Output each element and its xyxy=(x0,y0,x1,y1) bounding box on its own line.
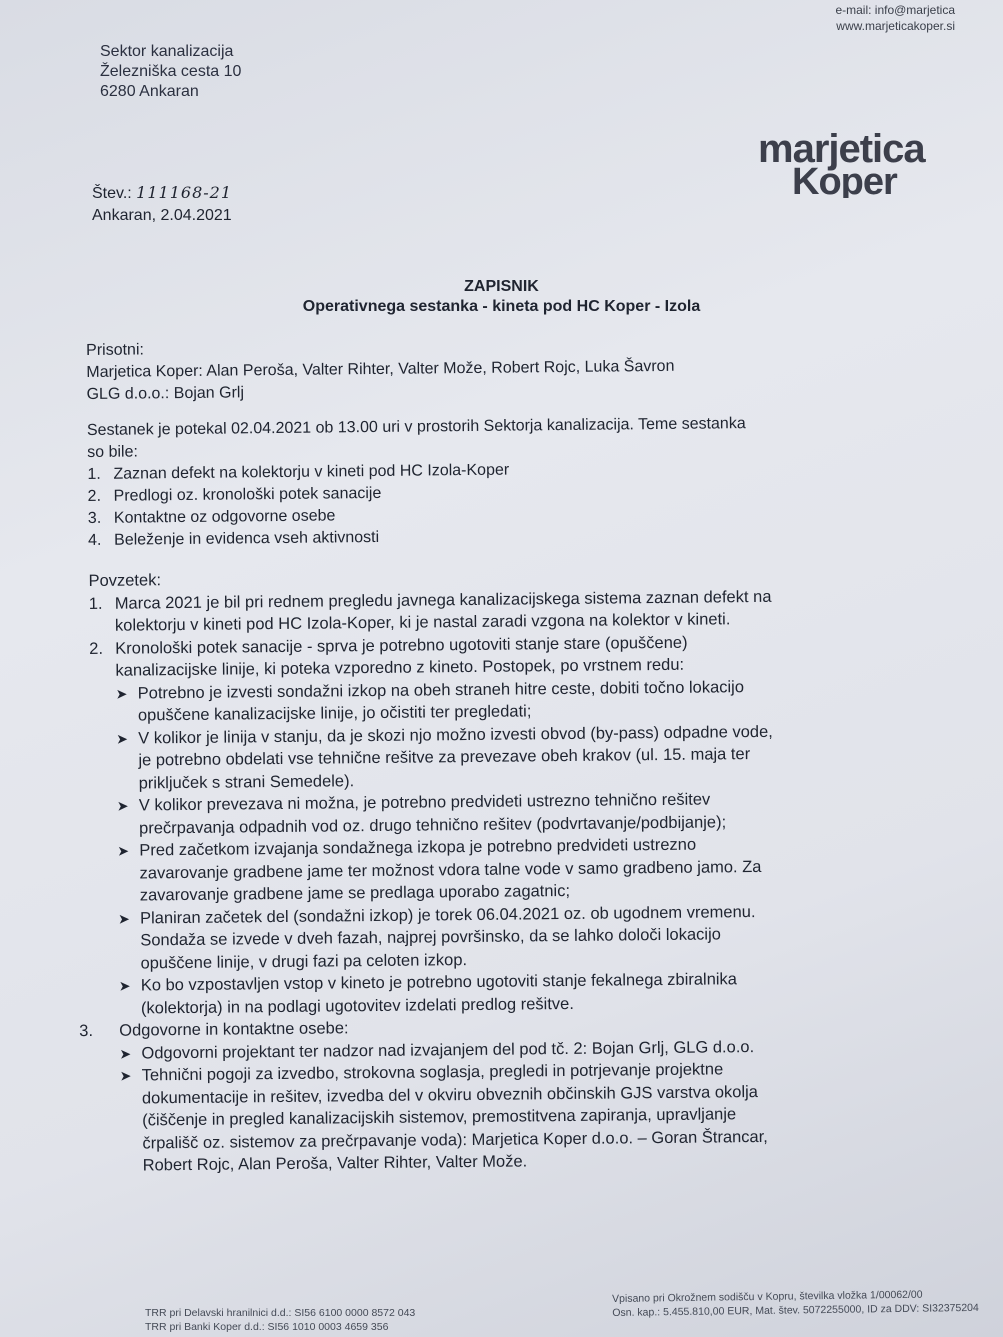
logo-graphic xyxy=(756,124,966,198)
bullet-item: ➤ V kolikor je linija v stanju, da je skozi njo možno izvesti obvod (by-pass) odpadne vode, je potrebno obdelati vse tehnične rešitve za prevezave obeh krakov (ul. 15. maja ter priključek s strani Semedele). xyxy=(116,719,891,795)
topic-item: 3. Kontaktne oz odgovorne osebe xyxy=(87,507,336,527)
bullet-item: ➤ Potrebno je izvesti sondažni izkop na obeh straneh hitre ceste, dobiti točno lokacijo opuščene kanalizacijske linije, jo očistiti ter pregledati; xyxy=(116,674,890,727)
attendees-line: GLG d.o.o.: Bojan Grlj xyxy=(86,384,245,403)
arrow-bullet-icon: ➤ xyxy=(119,1067,132,1084)
summary-item-3: 3. Odgovorne in kontaktne osebe: xyxy=(79,1019,349,1041)
bullet-item: ➤ Pred začetkom izvajanja sondažnega izkopa je potrebno predvideti ustrezno zavarovanje gradbene jame ter možnost vdora talne vode v samo gradbeno jamo. Za zavarovanje gradbene jame se predlaga uporabo zagatnic; xyxy=(117,832,892,908)
place-date: Ankaran, 2.04.2021 xyxy=(92,207,232,224)
arrow-bullet-icon: ➤ xyxy=(117,910,130,927)
contact-info xyxy=(835,2,955,34)
bullet-item: ➤ Ko bo vzpostavljen vstop v kineto je potrebno ugotoviti stanje fekalnega zbiralnika (kolektorja) in na podlagi ugotovitev izdelati predlog rešitve. xyxy=(119,967,893,1020)
attendees-line: Marjetica Koper: Alan Peroša, Valter Rihter, Valter Može, Robert Rojc, Luka Šavron xyxy=(86,357,675,381)
summary-heading: Povzetek: xyxy=(88,571,162,590)
marjetica-koper-logo xyxy=(756,124,966,198)
summary-section xyxy=(79,562,894,1178)
topic-item: 1. Zaznan defekt na kolektorju v kineti pod HC Izola-Koper xyxy=(87,461,510,483)
handwritten-number: 111168-21 xyxy=(136,183,233,202)
footer-bank-info: TRR pri Delavski hranilnici d.d.: SI56 6100 0000 8572 043 TRR pri Banki Koper d.d.: SI56 1010 0003 4659 356 xyxy=(145,1307,416,1333)
arrow-bullet-icon: ➤ xyxy=(118,977,131,994)
document-title: ZAPISNIK xyxy=(464,278,539,295)
attendees-heading: Prisotni: xyxy=(86,341,144,359)
logo-line2: Koper xyxy=(792,161,897,198)
sender-address xyxy=(100,42,241,102)
arrow-bullet-icon: ➤ xyxy=(115,685,128,702)
arrow-bullet-icon: ➤ xyxy=(117,842,130,859)
reference-block xyxy=(92,182,232,227)
arrow-bullet-icon: ➤ xyxy=(116,730,128,747)
number-label: Štev.: xyxy=(92,185,132,202)
arrow-bullet-icon: ➤ xyxy=(119,1045,132,1062)
bullet-item: ➤ Planiran začetek del (sondažni izkop) je torek 06.04.2021 oz. ob ugodnem vremenu. Sondaža se izvede v dveh fazah, najprej površinsko, da se lahko določi lokacijo opuščene linije, v drugi fazi pa celoten izkop. xyxy=(118,899,893,975)
summary-item-2: 2. Kronološki potek sanacije - sprva je potrebno ugotoviti stanje stare (opuščene) kanalizacijske linije, ki poteka vzporedno z kineto. Postopek, po vrstnem redu: xyxy=(89,633,688,680)
bullet-item: ➤ Tehnični pogoji za izvedbo, strokovna soglasja, pregledi in potrjevanje projektne dokumentacije in rešitev, izvedba del v okviru obveznih občinskih GJS varstva okolja (čiščenje in pregled kanalizacijskih sistemov, premostitvena zapiranja, upravljanje črpališč oz. sistemov za prečrpavanje voda): Marjetica Koper d.o.o. – Goran Štrancar, Robert Rojc, Alan Peroša, Valter Rihter, Valter Može. xyxy=(120,1057,895,1178)
website: www.marjeticakoper.si xyxy=(836,19,955,33)
summary-item-1: 1. Marca 2021 je bil pri rednem pregledu javnega kanalizacijskega sistema zaznan defekt na kolektorju v kineti pod HC Izola-Koper, ki je nastal zaradi vzgona na kolektor v kineti. xyxy=(88,587,772,635)
intro-line: Sestanek je potekal 02.04.2021 ob 13.00 uri v prostorih Sektorja kanalizacija. Teme sestanka xyxy=(86,415,746,439)
topic-item: 4. Beleženje in evidenca vseh aktivnosti xyxy=(88,528,380,549)
bullet-item: ➤ Odgovorni projektant ter nadzor nad izvajanjem del pod tč. 2: Bojan Grlj, GLG d.o.o. xyxy=(119,1034,893,1065)
email: e-mail: info@marjetica xyxy=(835,3,955,17)
arrow-bullet-icon: ➤ xyxy=(116,797,129,814)
address-line: Železniška cesta 10 xyxy=(100,63,242,80)
footer-registration-info: Vpisano pri Okrožnem sodišču v Kopru, številka vložka 1/00062/00 Osn. kap.: 5.455.810,00 EUR, Mat. štev. 5072255000, ID za DDV: SI32375204 xyxy=(612,1288,979,1319)
intro-line: so bile: xyxy=(87,443,138,461)
document-subtitle: Operativnega sestanka - kineta pod HC Koper - Izola xyxy=(302,298,701,315)
address-line: Sektor kanalizacija xyxy=(100,43,234,60)
bullet-item: ➤ V kolikor prevezava ni možna, je potrebno predvideti ustrezno tehnično rešitev prečrpavanja odpadnih vod oz. drugo tehnično rešitev (podvrtavanje/podbijanje); xyxy=(117,787,891,840)
topic-item: 2. Predlogi oz. kronološki potek sanacije xyxy=(87,484,382,505)
document-body xyxy=(79,332,895,1178)
address-line: 6280 Ankaran xyxy=(100,83,199,100)
logo-line1: marjetica xyxy=(758,127,925,171)
